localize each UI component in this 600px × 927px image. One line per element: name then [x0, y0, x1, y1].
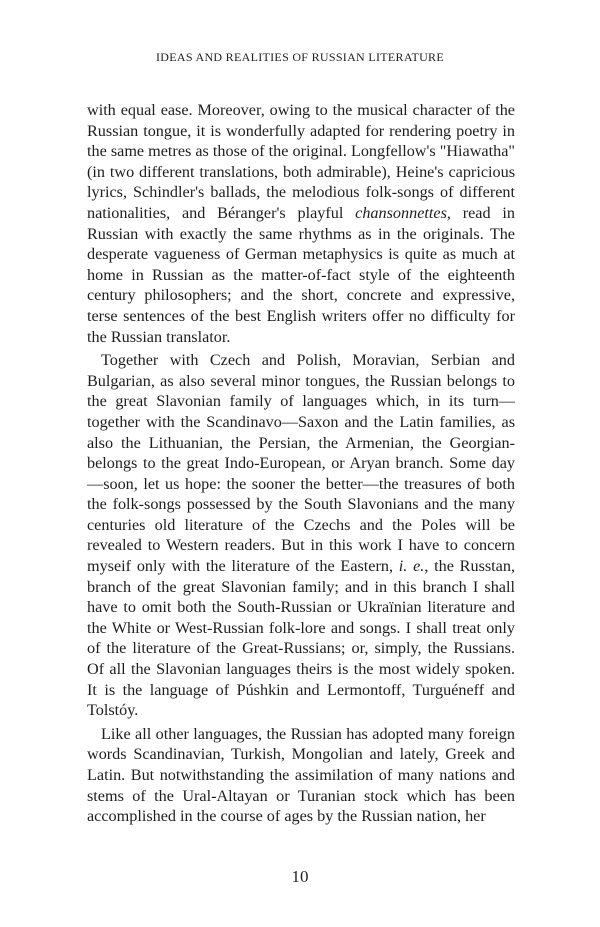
paragraph-1-italic-chansonnettes: chansonnettes [355, 203, 447, 222]
page-number: 10 [291, 867, 309, 886]
running-header: IDEAS AND REALITIES OF RUSSIAN LITERATURE [156, 50, 444, 64]
paragraph-1-text-b: , read in Russian with exactly the same rhythms as in the originals. The desperate vagueness of German metaphysics is quite as much at home in Russian as the matter-of-fact style of the eighteenth century philosophers; and the short, concrete and expressive, terse sentences of the best English writers offer no difficulty for the Russian translator. [87, 203, 515, 346]
body-text [87, 100, 515, 827]
paragraph-3-text-a: Like all other languages, the Russian has adopted many foreign words Scandinavian, Turkish, Mongolian and lately, Greek and Latin. But notwithstanding the assimilation of many nations and stems of the Ural-Altayan or Turanian stock which has been accomplished in the course of ages by the Russian nation, her [87, 724, 515, 826]
paragraph-2-text-b: , the Russtan, branch of the great Slavonian family; and in this branch I shall have to omit both the South-Russian or Ukraïnian literature and the White or West-Russian folk-lore and songs. I shall treat only of the literature of the Great-Russians; or, simply, the Russians. Of all the Slavonian languages theirs is the most widely spoken. It is the language of Púshkin and Lermontoff, Turguéneff and Tolstóy. [87, 557, 515, 720]
paragraph-2-italic-ie: i. e. [398, 557, 425, 576]
paragraph-1-text-a: with equal ease. Moreover, owing to the musical character of the Russian tongue, it is wonderfully adapted for rendering poetry in the same metres as those of the original. Longfellow's "Hiawatha" (in two different translations, both admirable), Heine's capricious lyrics, Schindler's ballads, the melodious folk-songs of different nationalities, and Béranger's playful [87, 101, 515, 222]
paragraph-3 [87, 724, 515, 827]
paragraph-2-text-a: Together with Czech and Polish, Moravian, Serbian and Bulgarian, as also several minor tongues, the Russian belongs to the great Slavonian family of languages which, in its turn—together with the Scandinavo—Saxon and the Latin families, as also the Lithuanian, the Persian, the Armenian, the Georgian-belongs to the great Indo-European, or Aryan branch. Some day—soon, let us hope: the sooner the better—the treasures of both the folk-songs possessed by the South Slavonians and the many centuries old literature of the Czechs and the Poles will be revealed to Western readers. But in this work I have to concern myseif only with the literature of the Eastern, [87, 351, 515, 576]
paragraph-2 [87, 350, 515, 721]
paragraph-1 [87, 100, 515, 347]
